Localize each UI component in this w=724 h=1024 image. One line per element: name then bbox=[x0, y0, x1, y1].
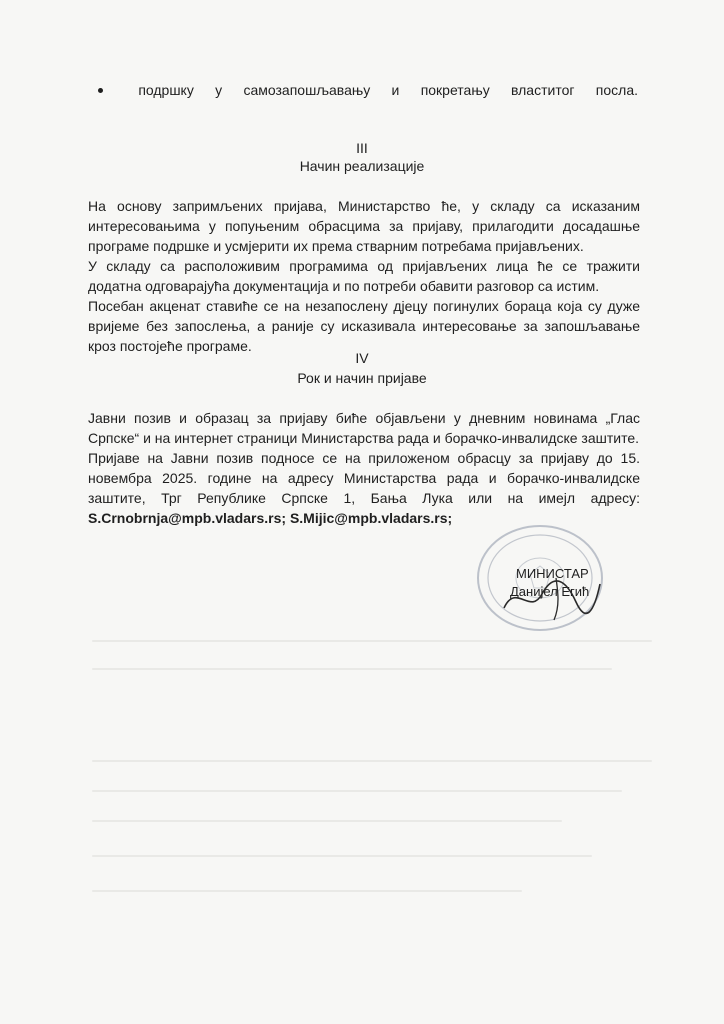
section-4-number: IV bbox=[355, 350, 369, 366]
signatory-title: МИНИСТАР bbox=[516, 566, 589, 581]
email-suffix: ; bbox=[447, 510, 453, 526]
section-3-paragraph: У складу са расположивим програмима од пријављених лица ће се тражити додатна одговарајућа документација и по потреби обавити разговор са истим. bbox=[88, 258, 640, 294]
section-4-paragraph-1: Јавни позив и образац за пријаву биће објављени у дневним новинама „Глас Српске“ и на интернет страници Министарства рада и борачко-инвалидске заштите. bbox=[88, 410, 640, 446]
bullet-word: властитог bbox=[511, 82, 575, 98]
handwritten-signature-icon bbox=[496, 572, 606, 622]
email-link-mijic[interactable]: S.Mijic@mpb.vladars.rs bbox=[289, 510, 448, 526]
signatory-name: Данијел Егић bbox=[510, 584, 590, 599]
section-4-body bbox=[88, 408, 640, 528]
bleed-through-line bbox=[92, 668, 612, 670]
bullet-item bbox=[98, 82, 638, 98]
bleed-through-line bbox=[92, 760, 652, 762]
bullet-word: и bbox=[391, 82, 400, 98]
section-3-paragraph: На основу запримљених пријава, Министарство ће, у складу са исказаним интересовањима у попуњеним обрасцима за пријаву, прилагодити досадашње програме подршке и усмјерити их према стварним потребама пријављених. bbox=[88, 198, 640, 254]
bleed-through-line bbox=[92, 820, 562, 822]
email-link-crnobrnja[interactable]: S.Crnobrnja@mpb.vladars.rs bbox=[88, 510, 282, 526]
section-4-paragraph-2 bbox=[88, 448, 640, 528]
section-3-body bbox=[88, 196, 640, 356]
section-3-title: Начин реализације bbox=[299, 158, 425, 174]
bleed-through-line bbox=[92, 790, 622, 792]
bleed-through-line bbox=[92, 640, 652, 642]
bullet-word: у bbox=[215, 82, 223, 98]
bullet-word: самозапошљавању bbox=[243, 82, 371, 98]
section-4-title: Рок и начин пријаве bbox=[297, 370, 427, 386]
submission-text: Пријаве на Јавни позив подносе се на приложеном обрасцу за пријаву до 15. новембра 2025. године на адресу Министарства рада и борачко-инвалидске заштите, Трг Републике Српске 1, Бања Лука или на имејл адресу: bbox=[88, 450, 640, 506]
section-3-number: III bbox=[356, 140, 368, 156]
bullet-word: подршку bbox=[138, 82, 194, 98]
bleed-through-line bbox=[92, 855, 592, 857]
email-separator: ; bbox=[281, 510, 287, 526]
section-3-paragraph: Посебан акценат ставиће се на незапослену дјецу погинулих бораца која су дуже вријеме без запослења, а раније су исказивала интересовање за запошљавање кроз постојеће програме. bbox=[88, 298, 640, 354]
bullet-word: покретању bbox=[420, 82, 490, 98]
bleed-through-line bbox=[92, 890, 522, 892]
bullet-dot-icon bbox=[98, 88, 103, 93]
bullet-word: посла. bbox=[595, 82, 638, 98]
